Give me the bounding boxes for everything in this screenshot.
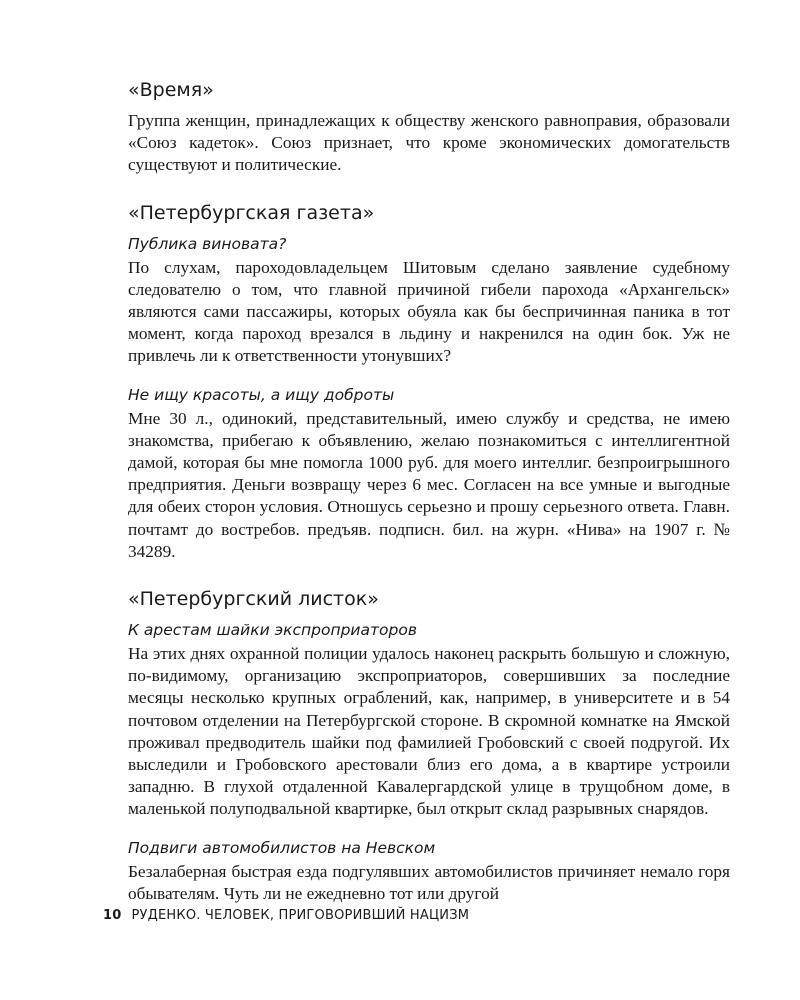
article-title: К арестам шайки экспроприаторов	[128, 621, 417, 640]
section-vremya	[128, 78, 730, 177]
page-footer	[103, 908, 469, 923]
article-text: Безалаберная быстрая езда подгулявших автомобилистов причиняет немало горя обывателям. Чуть ли не ежедневно тот или другой	[128, 861, 730, 903]
source-title: «Время»	[128, 79, 214, 101]
page-number: 10	[103, 908, 122, 923]
article-text: На этих днях охранной полиции удалось наконец раскрыть большую и сложную, по-видимому, организацию экспроприаторов, совершивших за последние месяцы несколько крупных ограблений, как, например, в университете и в 54 почтовом отделении на Петербургской стороне. В скромной комнатке на Ямской проживал предводитель шайки под фамилией Гробовский с своей подругой. Их выследили и Гробовского арестовали близ его дома, а в квартире устроили западню. В глухой отдаленной Кавалергардской улице в трущобном доме, в маленькой полуподвальной квартирке, был открыт склад разрывных снарядов.	[128, 644, 730, 819]
page-body	[128, 78, 730, 905]
article-text: По слухам, пароходовладельцем Шитовым сделано заявление судебному следователю о том, что главной причиной гибели парохода «Архангельск» являются сами пассажиры, которых обуяла как бы беспричинная паника в тот момент, когда пароход врезался в льдину и накренился на один бок. Уж не привлечь ли к ответственности утонувших?	[128, 257, 730, 366]
section-peterburgskaya-gazeta	[128, 201, 730, 563]
article-text: Группа женщин, принадлежащих к обществу женского равноправия, образовали «Союз кадеток». Союз признает, что кроме экономических домогательств существуют и политические.	[128, 111, 730, 175]
running-title: РУДЕНКО. ЧЕЛОВЕК, ПРИГОВОРИВШИЙ НАЦИЗМ	[131, 908, 470, 923]
article-title: Публика виновата?	[128, 234, 287, 253]
article-title: Не ищу красоты, а ищу доброты	[128, 385, 395, 404]
article-title: Подвиги автомобилистов на Невском	[128, 838, 436, 857]
article-text: Мне 30 л., одинокий, представительный, имею службу и средства, не имею знакомства, прибегаю к объявлению, желаю познакомиться с интеллигентной дамой, которая бы мне помогла 1000 руб. для моего интеллиг. безпроигрышного предприятия. Деньги возвращу через 6 мес. Согласен на все умные и выгодные для обеих сторон условия. Отношусь серьезно и прошу серьезного ответа. Главн. почтамт до востребов. предъяв. подписн. бил. на журн. «Нива» на 1907 г. № 34289.	[128, 408, 730, 561]
source-title: «Петербургская газета»	[128, 201, 375, 224]
section-peterburgskiy-listok	[128, 587, 730, 905]
source-title: «Петербургский листок»	[128, 588, 379, 611]
